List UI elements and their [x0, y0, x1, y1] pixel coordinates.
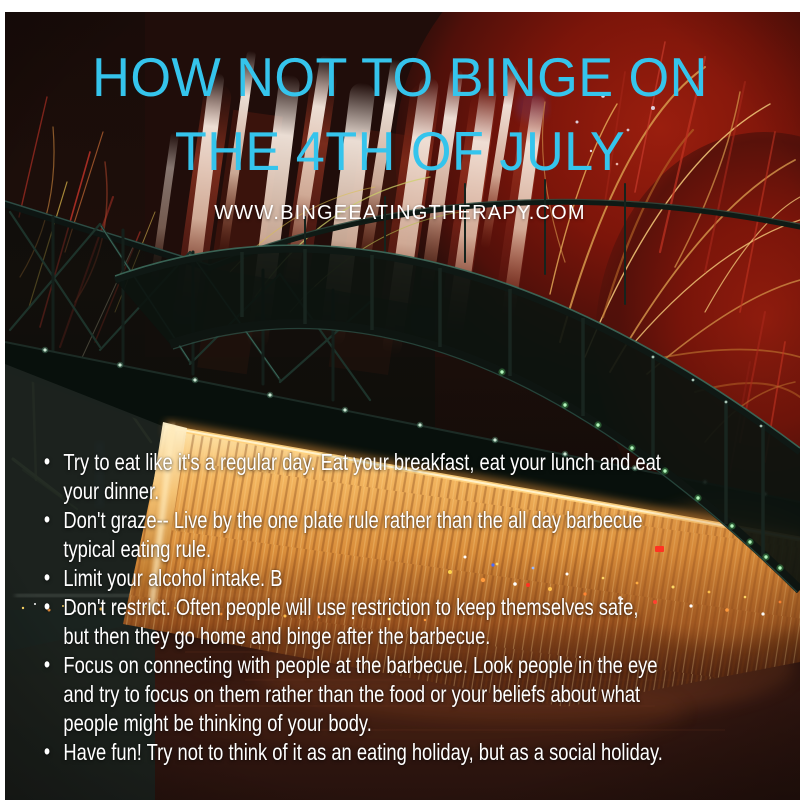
tip-item: • Don't restrict. Often people will use restriction to keep themselves safe, but then they go home and binge after the barbecue.	[40, 593, 800, 651]
harbour-bridge-fireworks-photo	[5, 12, 800, 800]
poster-title-line1: HOW NOT TO BINGE ON	[92, 46, 708, 108]
poster-title-line2: THE 4TH OF JULY	[174, 120, 626, 182]
tip-item: • Limit your alcohol intake. B	[40, 564, 800, 593]
tip-item: • Try to eat like it's a regular day. Eat your breakfast, eat your lunch and eat your dinner.	[40, 448, 800, 506]
website-url: WWW.BINGEEATINGTHERAPY.COM	[214, 202, 586, 224]
photo-background	[5, 12, 800, 800]
tip-item: • Have fun! Try not to think of it as an eating holiday, but as a social holiday.	[40, 738, 800, 767]
tip-item: • Don't graze-- Live by the one plate rule rather than the all day barbecue typical eating rule.	[40, 506, 800, 564]
tip-item: • Focus on connecting with people at the barbecue. Look people in the eye and try to focus on them rather than the food or your beliefs about what people might be thinking of your body.	[40, 651, 800, 738]
